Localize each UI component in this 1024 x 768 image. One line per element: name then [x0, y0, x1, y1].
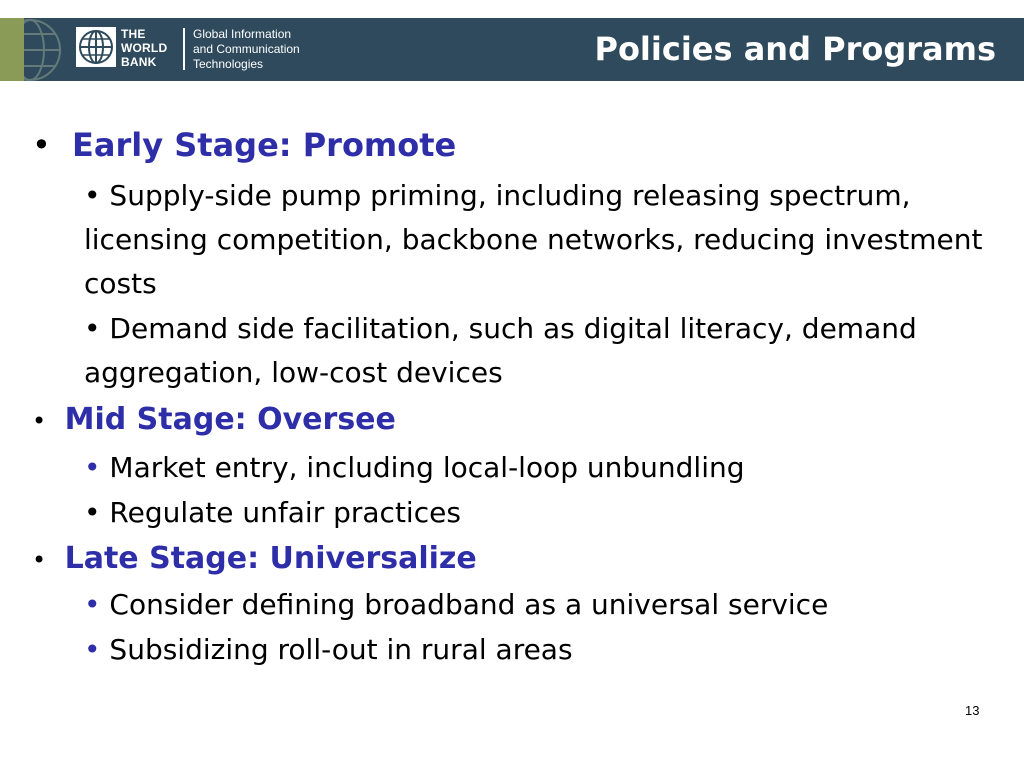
logo-name-line: BANK [121, 55, 157, 69]
bullet-marker: • [84, 496, 110, 529]
section-heading-text: Mid Stage: Oversee [64, 402, 396, 437]
bullet-marker: • [84, 588, 110, 621]
list-item-text: Regulate unfair practices [109, 496, 461, 529]
department-name-line: Technologies [193, 57, 264, 71]
logo-name-line: THE [121, 27, 146, 41]
section-heading-early-stage [32, 122, 456, 168]
list-item [84, 446, 984, 490]
list-item-text: Demand side facilitation, such as digital literacy, demand aggregation, low-cost devices [84, 312, 917, 389]
list-item [84, 307, 984, 395]
list-item-text: Consider defining broadband as a universal service [109, 588, 829, 621]
section-heading-text: Late Stage: Universalize [64, 541, 477, 576]
bullet-marker: • [32, 407, 47, 435]
bullet-marker: • [84, 312, 110, 345]
department-name-line: and Communication [193, 42, 300, 56]
bullet-marker: • [32, 546, 47, 574]
slide-title: Policies and Programs [594, 30, 996, 68]
list-item [84, 628, 984, 672]
bullet-marker: • [84, 451, 110, 484]
section-heading-mid-stage [32, 398, 396, 443]
list-item [84, 491, 984, 535]
list-item [84, 583, 984, 627]
logo-name-line: WORLD [121, 41, 168, 55]
list-item-text: Subsidizing roll-out in rural areas [109, 633, 573, 666]
list-item-text: Supply-side pump priming, including releasing spectrum, licensing competition, backbone networks, reducing investment costs [84, 179, 983, 300]
bullet-marker: • [84, 179, 110, 212]
section-heading-late-stage [32, 537, 477, 582]
department-name-line: Global Information [193, 27, 292, 41]
list-item-text: Market entry, including local-loop unbundling [109, 451, 745, 484]
section-heading-text: Early Stage: Promote [72, 126, 457, 164]
bullet-marker: • [32, 126, 51, 164]
list-item [84, 174, 984, 306]
page-number: 13 [965, 703, 980, 718]
bullet-marker: • [84, 633, 110, 666]
